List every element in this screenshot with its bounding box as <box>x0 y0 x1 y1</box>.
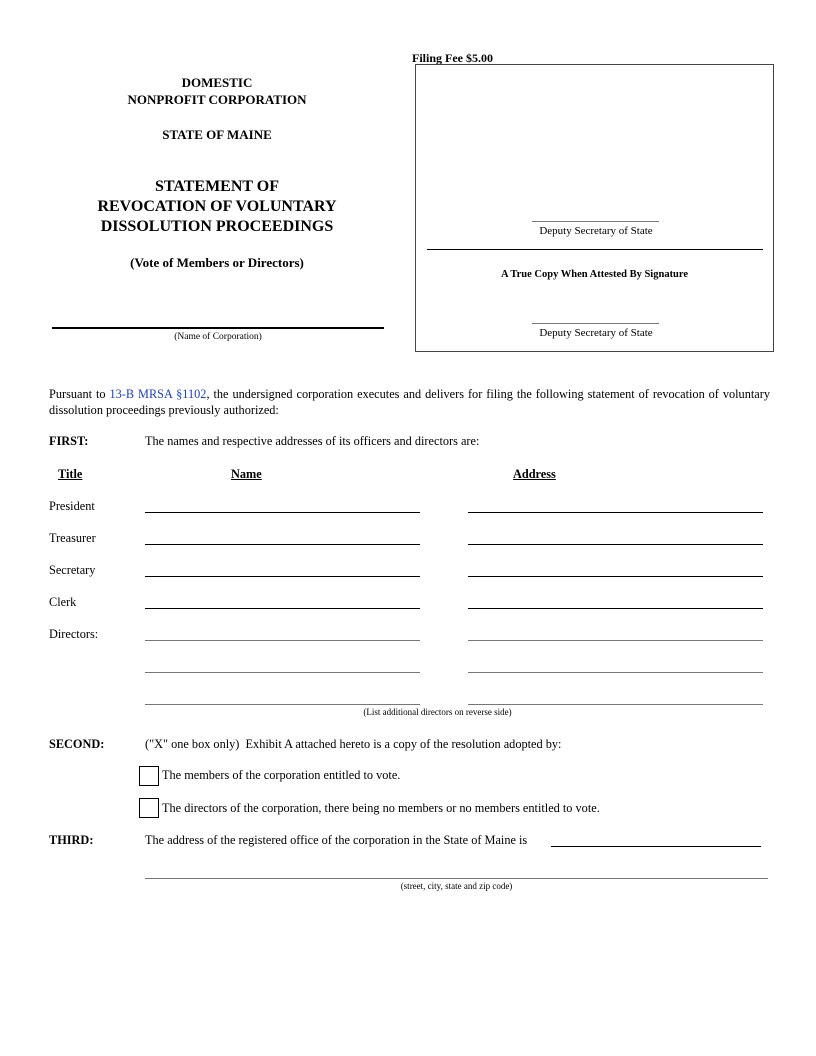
members-checkbox[interactable] <box>139 766 159 786</box>
attest-divider <box>427 249 763 250</box>
president-address-field[interactable] <box>468 512 763 513</box>
intro-paragraph: Pursuant to 13-B MRSA §1102, the undersigned corporation executes and delivers for filing the following statement of revocation of voluntary dissolution proceedings previously authorized: <box>49 387 770 417</box>
directors-option-label: The directors of the corporation, there being no members or no members entitled to vote. <box>162 801 600 815</box>
statute-link[interactable]: 13-B MRSA §1102 <box>109 387 207 401</box>
directors-checkbox[interactable] <box>139 798 159 818</box>
third-label: THIRD: <box>49 833 94 847</box>
first-text: The names and respective addresses of its officers and directors are: <box>145 434 480 448</box>
header-state: STATE OF MAINE <box>162 127 272 142</box>
director-1-address-field[interactable] <box>468 640 763 641</box>
row-label-directors: Directors: <box>49 627 99 641</box>
title-line-1: STATEMENT OF <box>154 178 280 195</box>
header-domestic: DOMESTIC <box>181 75 253 90</box>
registered-office-field[interactable] <box>551 846 761 847</box>
registered-office-caption: (street, city, state and zip code) <box>400 881 513 891</box>
col-name-header: Name <box>231 467 262 481</box>
deputy-label-2: Deputy Secretary of State <box>539 327 653 339</box>
director-2-name-field[interactable] <box>145 672 420 673</box>
deputy-label-1: Deputy Secretary of State <box>539 225 653 237</box>
first-label: FIRST: <box>49 434 89 448</box>
document-title <box>52 177 382 237</box>
director-2-address-field[interactable] <box>468 672 763 673</box>
col-title-header: Title <box>58 467 83 481</box>
director-1-name-field[interactable] <box>145 640 420 641</box>
director-3-address-field[interactable] <box>468 704 763 705</box>
row-label-president: President <box>49 499 95 513</box>
secretary-address-field[interactable] <box>468 576 763 577</box>
registered-office-address-field[interactable] <box>145 878 768 879</box>
title-line-3: DISSOLUTION PROCEEDINGS <box>100 218 334 235</box>
document-subtitle: (Vote of Members or Directors) <box>130 255 304 270</box>
secretary-name-field[interactable] <box>145 576 420 577</box>
additional-directors-note: (List additional directors on reverse side) <box>363 707 512 717</box>
clerk-name-field[interactable] <box>145 608 420 609</box>
deputy-signature-line-1[interactable] <box>532 221 659 222</box>
filing-fee: Filing Fee $5.00 <box>412 51 493 65</box>
corporation-name-caption: (Name of Corporation) <box>174 332 262 342</box>
members-option-label: The members of the corporation entitled to vote. <box>162 768 401 782</box>
row-label-clerk: Clerk <box>49 595 77 609</box>
deputy-signature-line-2[interactable] <box>532 323 659 324</box>
attestation-box <box>415 64 774 352</box>
president-name-field[interactable] <box>145 512 420 513</box>
director-3-name-field[interactable] <box>145 704 420 705</box>
header-nonprofit: NONPROFIT CORPORATION <box>127 92 307 107</box>
row-label-secretary: Secretary <box>49 563 96 577</box>
true-copy-label: A True Copy When Attested By Signature <box>500 269 689 280</box>
treasurer-name-field[interactable] <box>145 544 420 545</box>
second-text: ("X" one box only) Exhibit A attached hereto is a copy of the resolution adopted by: <box>145 737 562 751</box>
header-block <box>52 74 382 143</box>
title-line-2: REVOCATION OF VOLUNTARY <box>97 198 337 215</box>
col-address-header: Address <box>513 467 556 481</box>
corporation-name-line[interactable] <box>52 327 384 329</box>
row-label-treasurer: Treasurer <box>49 531 96 545</box>
clerk-address-field[interactable] <box>468 608 763 609</box>
third-text: The address of the registered office of the corporation in the State of Maine is <box>145 833 528 847</box>
second-label: SECOND: <box>49 737 105 751</box>
treasurer-address-field[interactable] <box>468 544 763 545</box>
